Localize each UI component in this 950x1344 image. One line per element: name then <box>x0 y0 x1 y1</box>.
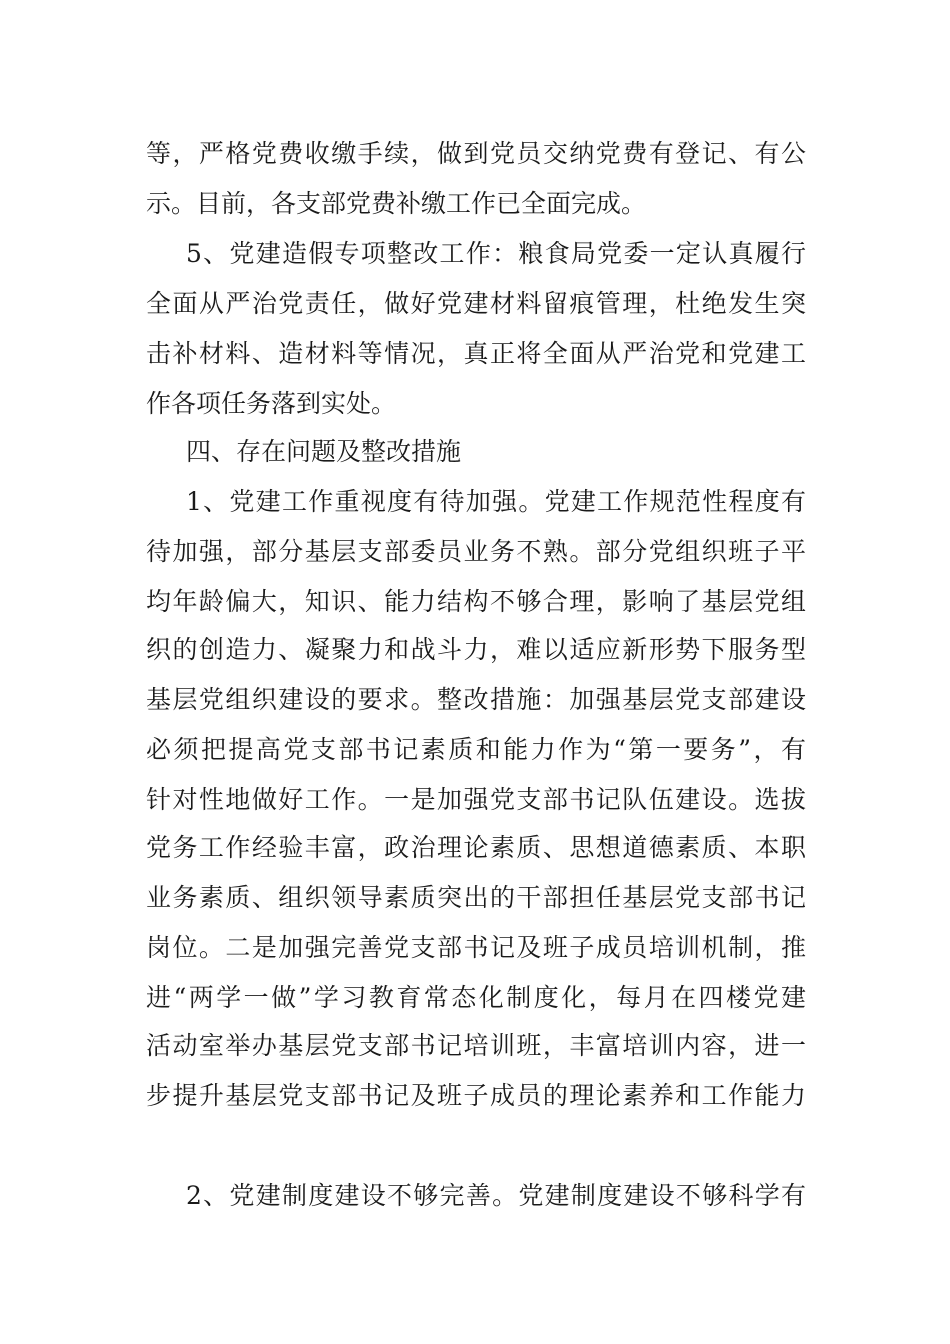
paragraph-start: 2、党建制度建设不够完善。党建制度建设不够科学有 <box>186 1181 806 1210</box>
text-line: 针对性地做好工作。一是加强党支部书记队伍建设。选拔 <box>146 785 806 814</box>
section-heading: 四、存在问题及整改措施 <box>186 437 462 466</box>
text-line: 岗位。二是加强完善党支部书记及班子成员培训机制，推 <box>146 933 806 962</box>
paragraph-start: 5、党建造假专项整改工作：粮食局党委一定认真履行 <box>186 239 806 268</box>
text-line: 必须把提高党支部书记素质和能力作为“第一要务”，有 <box>146 735 806 764</box>
text-line: 示。目前，各支部党费补缴工作已全面完成。 <box>146 189 647 218</box>
text-line: 全面从严治党责任，做好党建材料留痕管理，杜绝发生突 <box>146 289 806 318</box>
text-line: 击补材料、造材料等情况，真正将全面从严治党和党建工 <box>146 339 806 368</box>
text-line: 等，严格党费收缴手续，做到党员交纳党费有登记、有公 <box>146 139 806 168</box>
text-line: 步提升基层党支部书记及班子成员的理论素养和工作能力 <box>146 1081 806 1110</box>
text-line: 织的创造力、凝聚力和战斗力，难以适应新形势下服务型 <box>146 635 806 664</box>
text-line: 党务工作经验丰富，政治理论素质、思想道德素质、本职 <box>146 833 806 862</box>
paragraph-start: 1、党建工作重视度有待加强。党建工作规范性程度有 <box>186 487 806 516</box>
text-line: 进“两学一做”学习教育常态化制度化，每月在四楼党建 <box>146 983 806 1012</box>
text-line: 作各项任务落到实处。 <box>146 389 397 418</box>
text-line: 均年龄偏大，知识、能力结构不够合理，影响了基层党组 <box>146 587 806 616</box>
text-line: 业务素质、组织领导素质突出的干部担任基层党支部书记 <box>146 883 806 912</box>
text-line: 待加强，部分基层支部委员业务不熟。部分党组织班子平 <box>146 537 806 566</box>
text-line: 活动室举办基层党支部书记培训班，丰富培训内容，进一 <box>146 1031 806 1060</box>
text-line: 基层党组织建设的要求。整改措施：加强基层党支部建设 <box>146 685 806 714</box>
